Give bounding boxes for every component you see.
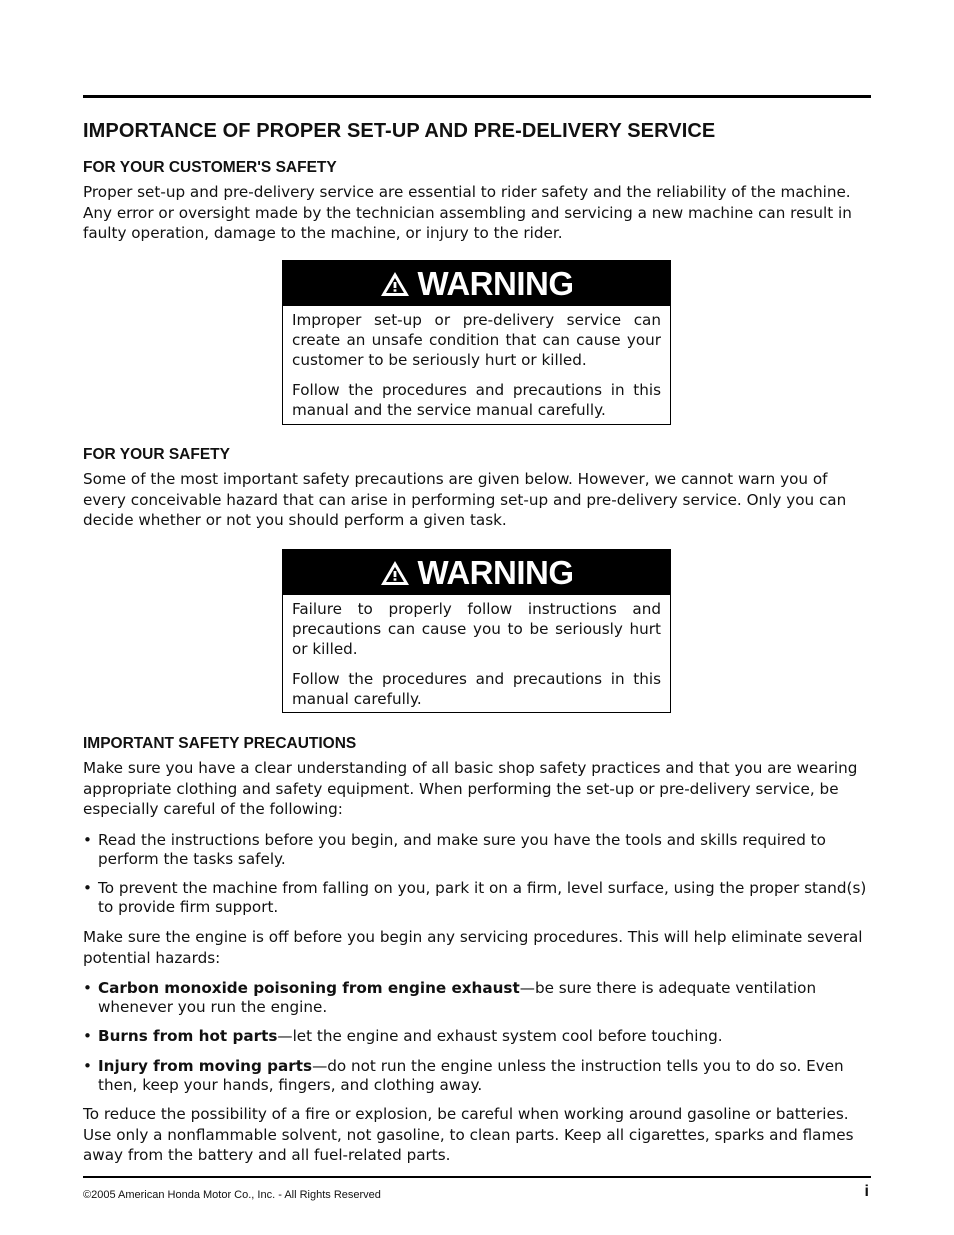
warning-body [283,595,670,713]
bullet-icon: • [83,1027,92,1045]
list-item: • Injury from moving parts—do not run the engine unless the instruction tells you to do so. Even then, keep your hands, fingers, and clothing away. [83,1057,844,1094]
section-heading-customer-safety: FOR YOUR CUSTOMER'S SAFETY [83,159,337,176]
warning-triangle-icon [380,271,410,297]
section-heading-your-safety: FOR YOUR SAFETY [83,446,230,463]
list-item: • Burns from hot parts—let the engine and exhaust system cool before touching. [83,1027,723,1045]
section-heading-precautions: IMPORTANT SAFETY PRECAUTIONS [83,735,357,752]
warning-box-1 [282,260,671,425]
warning-text-2: Follow the procedures and precautions in this manual carefully. [292,670,661,708]
list-item: • Read the instructions before you begin, and make sure you have the tools and skills required to perform the tasks safely. [83,831,826,868]
warning-text-1: Failure to properly follow instructions and precautions can cause you to be seriously hurt or killed. [292,600,661,658]
precautions-intro: Make sure you have a clear understanding of all basic shop safety practices and that you are wearing appropriate clothing and safety equipment. When performing the set-up or pre-delivery service, be especially careful of the following: [83,759,858,818]
bottom-rule [83,1176,871,1178]
bullet-icon: • [83,879,92,897]
warning-header [283,550,670,595]
customer-safety-paragraph: Proper set-up and pre-delivery service are essential to rider safety and the reliability of the machine. Any error or oversight made by the technician assembling and servicing a new machine can result in faulty operation, damage to the machine, or injury to the rider. [83,183,852,242]
fire-paragraph: To reduce the possibility of a fire or explosion, be careful when working around gasoline or batteries. Use only a nonflammable solvent, not gasoline, to clean parts. Keep all cigarettes, sparks and flames away from the battery and all fuel-related parts. [83,1105,854,1164]
warning-triangle-icon [380,560,410,586]
your-safety-paragraph: Some of the most important safety precautions are given below. However, we cannot warn you of every conceivable hazard that can arise in performing set-up and pre-delivery service. Only you can decide whether or not you should perform a given task. [83,470,847,529]
top-rule [83,95,871,98]
page-number: i [864,1183,869,1200]
warning-text-1: Improper set-up or pre-delivery service can create an unsafe condition that can cause your customer to be seriously hurt or killed. [292,311,661,369]
warning-header [283,261,670,306]
list-item: • Carbon monoxide poisoning from engine exhaust—be sure there is adequate ventilation whenever you run the engine. [83,979,817,1016]
warning-label: WARNING [417,264,574,302]
warning-body [283,306,670,424]
warning-box-2 [282,549,671,713]
copyright: ©2005 American Honda Motor Co., Inc. - All Rights Reserved [83,1189,381,1201]
list-item: • To prevent the machine from falling on you, park it on a firm, level surface, using the proper stand(s) to provide firm support. [83,879,867,916]
warning-label: WARNING [417,553,574,591]
bullet-icon: • [83,979,92,997]
warning-text-2: Follow the procedures and precautions in this manual and the service manual carefully. [292,381,661,419]
page-title: IMPORTANCE OF PROPER SET-UP AND PRE-DELIVERY SERVICE [83,120,716,142]
engine-off-paragraph: Make sure the engine is off before you begin any servicing procedures. This will help eliminate several potential hazards: [83,928,863,967]
bullet-icon: • [83,1057,92,1075]
bullet-icon: • [83,831,92,849]
